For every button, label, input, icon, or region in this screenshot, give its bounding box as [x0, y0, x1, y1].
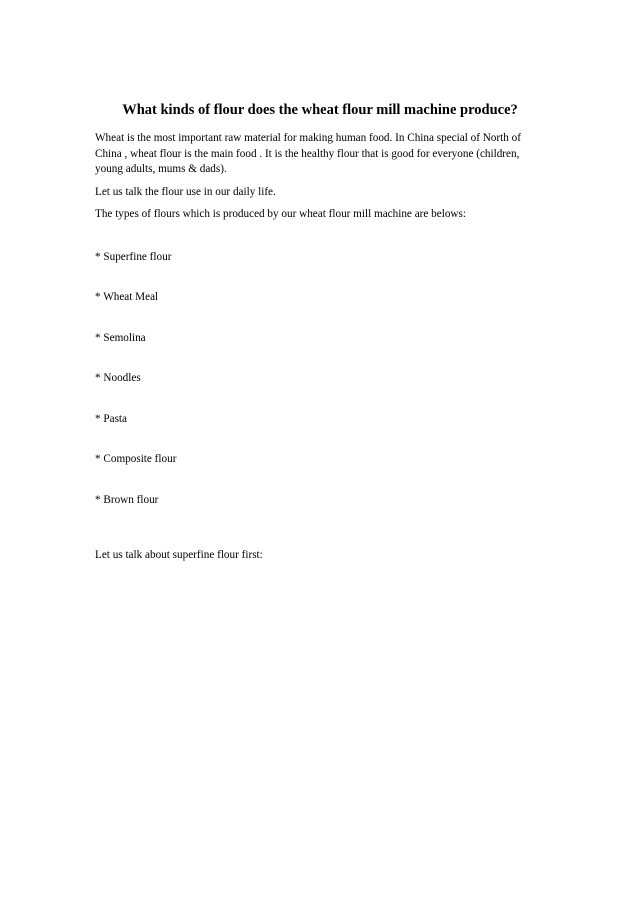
list-item-superfine-flour: * Superfine flour — [95, 250, 172, 263]
list-item-brown-flour: * Brown flour — [95, 493, 159, 506]
list-item-noodles: * Noodles — [95, 372, 141, 384]
list-item-semolina: * Semolina — [95, 331, 146, 344]
list-item-composite-flour: * Composite flour — [95, 453, 177, 465]
list-item-pasta: * Pasta — [95, 412, 128, 425]
list-item-wheat-meal: * Wheat Meal — [95, 291, 159, 303]
flour-types-list — [95, 250, 545, 534]
document-body — [95, 101, 545, 575]
intro-paragraph: Wheat is the most important raw material for making human food. In China special of North of China , wheat flour is the main food . It is the healthy flour that is good for everyone (children, young adults, mums & dads). — [95, 132, 521, 175]
closing-paragraph: Let us talk about superfine flour first: — [95, 549, 263, 561]
daily-life-paragraph: Let us talk the flour use in our daily life. — [95, 185, 276, 198]
flour-types-intro: The types of flours which is produced by our wheat flour mill machine are belows: — [95, 208, 466, 220]
document-title: What kinds of flour does the wheat flour mill machine produce? — [122, 102, 518, 118]
